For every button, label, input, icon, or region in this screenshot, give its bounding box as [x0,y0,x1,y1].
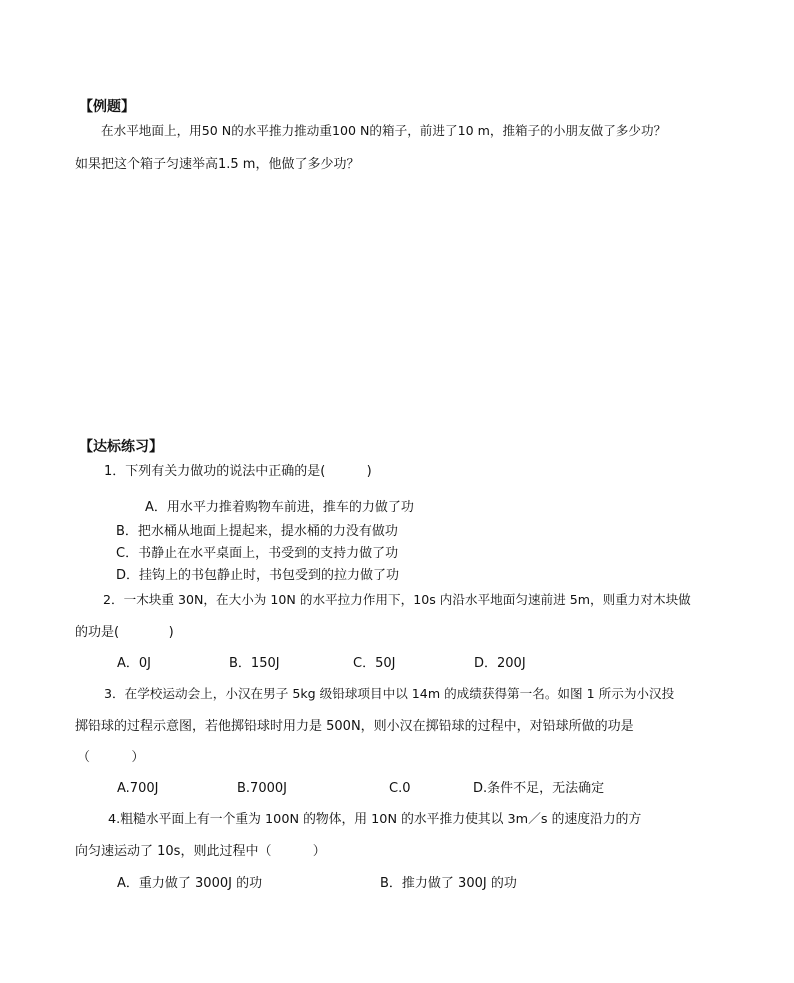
q3-option-c: C.0 [389,781,411,796]
q4-option-a: A．重力做了 3000J 的功 [117,876,263,891]
q1-option-b: B．把水桶从地面上提起来，提水桶的力没有做功 [116,524,398,539]
q3-option-d: D.条件不足，无法确定 [473,781,605,796]
q3-stem-line-3: （ ） [77,750,145,765]
practice-heading: 【达标练习】 [79,439,163,455]
q3-option-b: B.7000J [237,781,287,796]
q2-option-b: B．150J [229,656,280,671]
example-line-1: 在水平地面上，用50 N的水平推力推动重100 N的箱子，前进了10 m，推箱子的小朋友做了多少功？ [101,123,667,138]
q4-stem-line-1: 4.粗糙水平面上有一个重为 100N 的物体，用 10N 的水平推力使其以 3m／s 的速度沿力的方 [108,812,642,827]
q1-stem: 1．下列有关力做功的说法中正确的是( ) [104,464,372,479]
example-heading: 【例题】 [79,99,135,115]
q4-option-b: B．推力做了 300J 的功 [380,876,517,891]
q1-option-a: A．用水平力推着购物车前进，推车的力做了功 [145,500,414,515]
q2-option-a: A．0J [117,656,151,671]
q3-option-a: A.700J [117,781,159,796]
example-line-2: 如果把这个箱子匀速举高1.5 m，他做了多少功？ [75,157,360,172]
q1-option-c: C．书静止在水平桌面上，书受到的支持力做了功 [116,546,399,561]
q2-stem-line-2: 的功是( ) [75,625,174,640]
q4-stem-line-2: 向匀速运动了 10s，则此过程中（ ） [75,844,326,859]
q3-stem-line-1: 3．在学校运动会上，小汉在男子 5kg 级铅球项目中以 14m 的成绩获得第一名。如图 1 所示为小汉投 [104,686,675,701]
q2-option-c: C．50J [353,656,396,671]
q1-option-d: D．挂钩上的书包静止时，书包受到的拉力做了功 [116,568,400,583]
q2-option-d: D．200J [474,656,526,671]
q2-stem-line-1: 2．一木块重 30N，在大小为 10N 的水平拉力作用下，10s 内沿水平地面匀速前进 5m，则重力对木块做 [103,592,691,607]
q3-stem-line-2: 掷铅球的过程示意图，若他掷铅球时用力是 500N，则小汉在掷铅球的过程中，对铅球所做的功是 [75,719,634,734]
